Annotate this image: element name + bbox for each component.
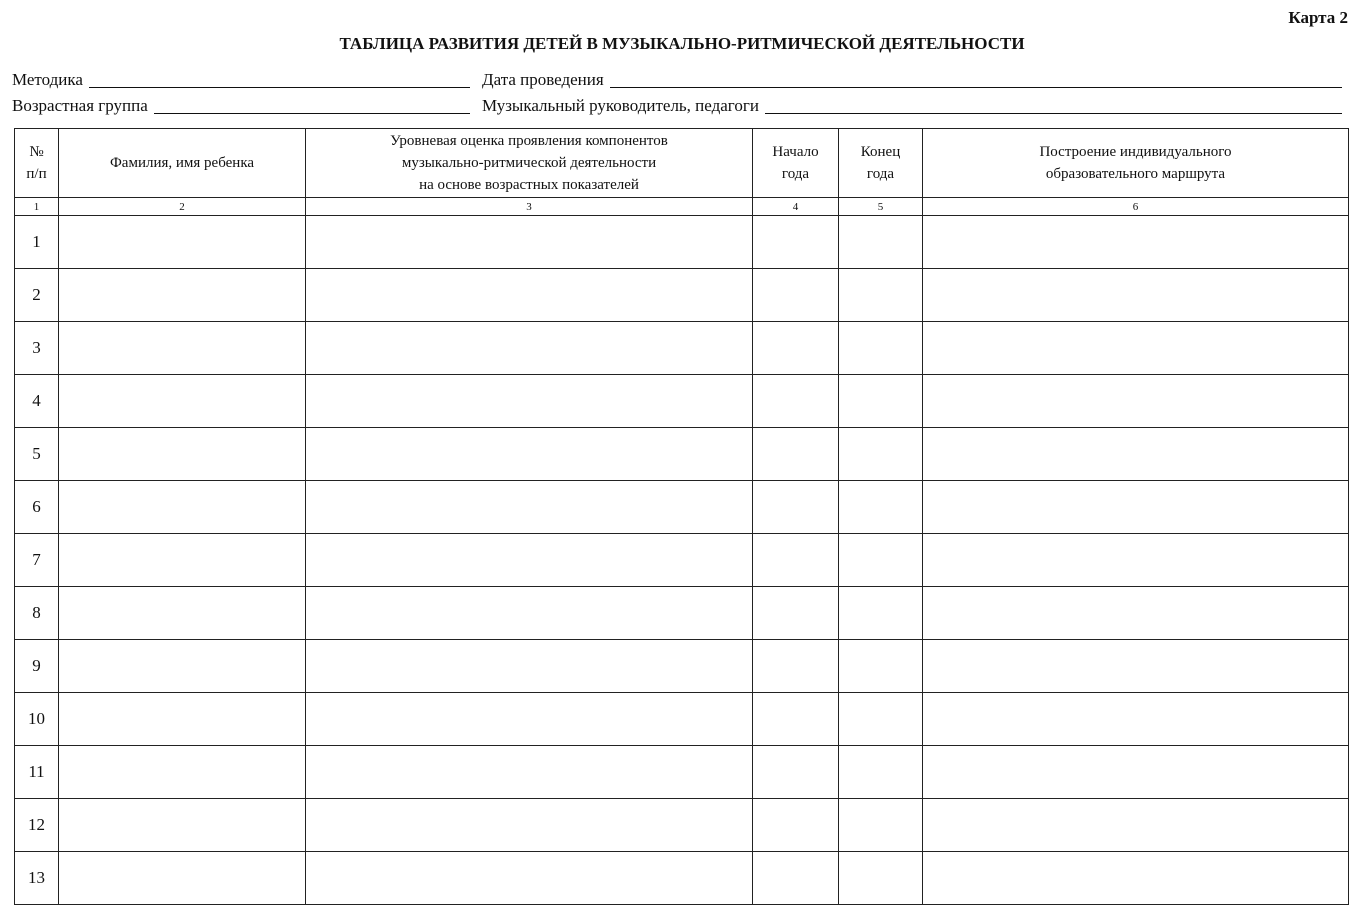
level-assessment-cell[interactable] <box>306 428 753 481</box>
year-start-cell[interactable] <box>753 322 839 375</box>
table-row <box>15 587 1349 640</box>
year-end-cell[interactable] <box>839 799 923 852</box>
method-field[interactable] <box>12 68 470 90</box>
header-num-line-2: п/п <box>26 166 47 182</box>
row-number: 4 <box>15 375 59 428</box>
row-number: 1 <box>15 216 59 269</box>
year-start-cell[interactable] <box>753 587 839 640</box>
column-number-4: 4 <box>753 198 839 216</box>
director-label: Музыкальный руководитель, педагоги <box>482 96 759 115</box>
child-name-cell[interactable] <box>59 481 306 534</box>
individual-route-cell[interactable] <box>923 322 1349 375</box>
table-row <box>15 799 1349 852</box>
year-start-cell[interactable] <box>753 852 839 905</box>
individual-route-cell[interactable] <box>923 428 1349 481</box>
column-number-5: 5 <box>839 198 923 216</box>
column-number-2: 2 <box>59 198 306 216</box>
year-start-cell[interactable] <box>753 216 839 269</box>
row-number: 8 <box>15 587 59 640</box>
table-row <box>15 428 1349 481</box>
card-label: Карта 2 <box>1288 8 1348 27</box>
child-name-cell[interactable] <box>59 693 306 746</box>
individual-route-cell[interactable] <box>923 269 1349 322</box>
year-start-cell[interactable] <box>753 481 839 534</box>
header-row <box>15 129 1349 198</box>
year-start-cell[interactable] <box>753 799 839 852</box>
column-number-6: 6 <box>923 198 1349 216</box>
level-assessment-cell[interactable] <box>306 269 753 322</box>
table-row <box>15 746 1349 799</box>
field-row-group-director <box>12 94 1342 116</box>
child-name-cell[interactable] <box>59 852 306 905</box>
row-number: 2 <box>15 269 59 322</box>
year-end-cell[interactable] <box>839 269 923 322</box>
header-individual-route <box>923 129 1349 198</box>
level-assessment-cell[interactable] <box>306 640 753 693</box>
method-blank-line[interactable] <box>89 69 470 88</box>
child-name-cell[interactable] <box>59 216 306 269</box>
row-number: 5 <box>15 428 59 481</box>
child-name-cell[interactable] <box>59 587 306 640</box>
year-end-cell[interactable] <box>839 322 923 375</box>
table-row <box>15 322 1349 375</box>
table-row <box>15 375 1349 428</box>
header-year-start <box>753 129 839 198</box>
level-assessment-cell[interactable] <box>306 799 753 852</box>
age-group-blank-line[interactable] <box>154 95 470 114</box>
table-body <box>15 216 1349 905</box>
individual-route-cell[interactable] <box>923 746 1349 799</box>
table-row <box>15 693 1349 746</box>
individual-route-cell[interactable] <box>923 375 1349 428</box>
child-name-cell[interactable] <box>59 428 306 481</box>
year-start-cell[interactable] <box>753 693 839 746</box>
year-end-cell[interactable] <box>839 216 923 269</box>
development-table <box>14 128 1349 905</box>
document-title: ТАБЛИЦА РАЗВИТИЯ ДЕТЕЙ В МУЗЫКАЛЬНО-РИТМИЧЕСКОЙ ДЕЯТЕЛЬНОСТИ <box>339 34 1025 53</box>
header-level-line-1: Уровневая оценка проявления компонентов <box>390 133 668 149</box>
header-num-line-1: № <box>29 144 44 160</box>
individual-route-cell[interactable] <box>923 481 1349 534</box>
year-start-cell[interactable] <box>753 746 839 799</box>
row-number: 7 <box>15 534 59 587</box>
column-number-3: 3 <box>306 198 753 216</box>
child-name-cell[interactable] <box>59 799 306 852</box>
header-year-end <box>839 129 923 198</box>
age-group-field[interactable] <box>12 94 470 116</box>
child-name-cell[interactable] <box>59 746 306 799</box>
header-route-line-1: Построение индивидуального <box>1039 144 1232 160</box>
row-number: 6 <box>15 481 59 534</box>
row-number: 12 <box>15 799 59 852</box>
date-label: Дата проведения <box>482 70 604 89</box>
column-number-row <box>15 198 1349 216</box>
table-row <box>15 216 1349 269</box>
header-end-line-2: года <box>866 166 895 182</box>
child-name-cell[interactable] <box>59 375 306 428</box>
individual-route-cell[interactable] <box>923 799 1349 852</box>
header-end-line-1: Конец <box>860 144 901 160</box>
row-number: 10 <box>15 693 59 746</box>
year-end-cell[interactable] <box>839 428 923 481</box>
level-assessment-cell[interactable] <box>306 216 753 269</box>
header-level-line-2: музыкально-ритмической деятельности <box>401 155 657 171</box>
individual-route-cell[interactable] <box>923 534 1349 587</box>
level-assessment-cell[interactable] <box>306 375 753 428</box>
child-name-cell[interactable] <box>59 534 306 587</box>
header-level-line-3: на основе возрастных показателей <box>419 177 639 193</box>
date-blank-line[interactable] <box>610 69 1342 88</box>
row-number: 13 <box>15 852 59 905</box>
year-start-cell[interactable] <box>753 375 839 428</box>
year-end-cell[interactable] <box>839 481 923 534</box>
table-row <box>15 640 1349 693</box>
date-field[interactable] <box>482 68 1342 90</box>
director-blank-line[interactable] <box>765 95 1342 114</box>
header-child-name <box>59 129 306 198</box>
year-end-cell[interactable] <box>839 746 923 799</box>
individual-route-cell[interactable] <box>923 587 1349 640</box>
individual-route-cell[interactable] <box>923 216 1349 269</box>
year-end-cell[interactable] <box>839 587 923 640</box>
table-row <box>15 852 1349 905</box>
director-field[interactable] <box>482 94 1342 116</box>
year-start-cell[interactable] <box>753 640 839 693</box>
individual-route-cell[interactable] <box>923 693 1349 746</box>
year-start-cell[interactable] <box>753 534 839 587</box>
header-start-line-2: года <box>781 166 810 182</box>
child-name-cell[interactable] <box>59 269 306 322</box>
year-end-cell[interactable] <box>839 693 923 746</box>
header-child-name-line-1: Фамилия, имя ребенка <box>109 155 255 171</box>
table-row <box>15 269 1349 322</box>
header-route-line-2: образовательного маршрута <box>1045 166 1226 182</box>
level-assessment-cell[interactable] <box>306 693 753 746</box>
field-row-method-date <box>12 68 1342 90</box>
row-number: 11 <box>15 746 59 799</box>
child-name-cell[interactable] <box>59 322 306 375</box>
level-assessment-cell[interactable] <box>306 852 753 905</box>
table-row <box>15 534 1349 587</box>
year-end-cell[interactable] <box>839 375 923 428</box>
method-label: Методика <box>12 70 83 89</box>
year-start-cell[interactable] <box>753 269 839 322</box>
column-number-1: 1 <box>15 198 59 216</box>
year-end-cell[interactable] <box>839 534 923 587</box>
level-assessment-cell[interactable] <box>306 322 753 375</box>
row-number: 3 <box>15 322 59 375</box>
age-group-label: Возрастная группа <box>12 96 148 115</box>
individual-route-cell[interactable] <box>923 852 1349 905</box>
year-end-cell[interactable] <box>839 640 923 693</box>
header-num <box>15 129 59 198</box>
year-end-cell[interactable] <box>839 852 923 905</box>
level-assessment-cell[interactable] <box>306 481 753 534</box>
table-row <box>15 481 1349 534</box>
level-assessment-cell[interactable] <box>306 587 753 640</box>
level-assessment-cell[interactable] <box>306 534 753 587</box>
child-name-cell[interactable] <box>59 640 306 693</box>
level-assessment-cell[interactable] <box>306 746 753 799</box>
header-level-assessment <box>306 129 753 198</box>
year-start-cell[interactable] <box>753 428 839 481</box>
individual-route-cell[interactable] <box>923 640 1349 693</box>
row-number: 9 <box>15 640 59 693</box>
header-start-line-1: Начало <box>772 144 819 160</box>
